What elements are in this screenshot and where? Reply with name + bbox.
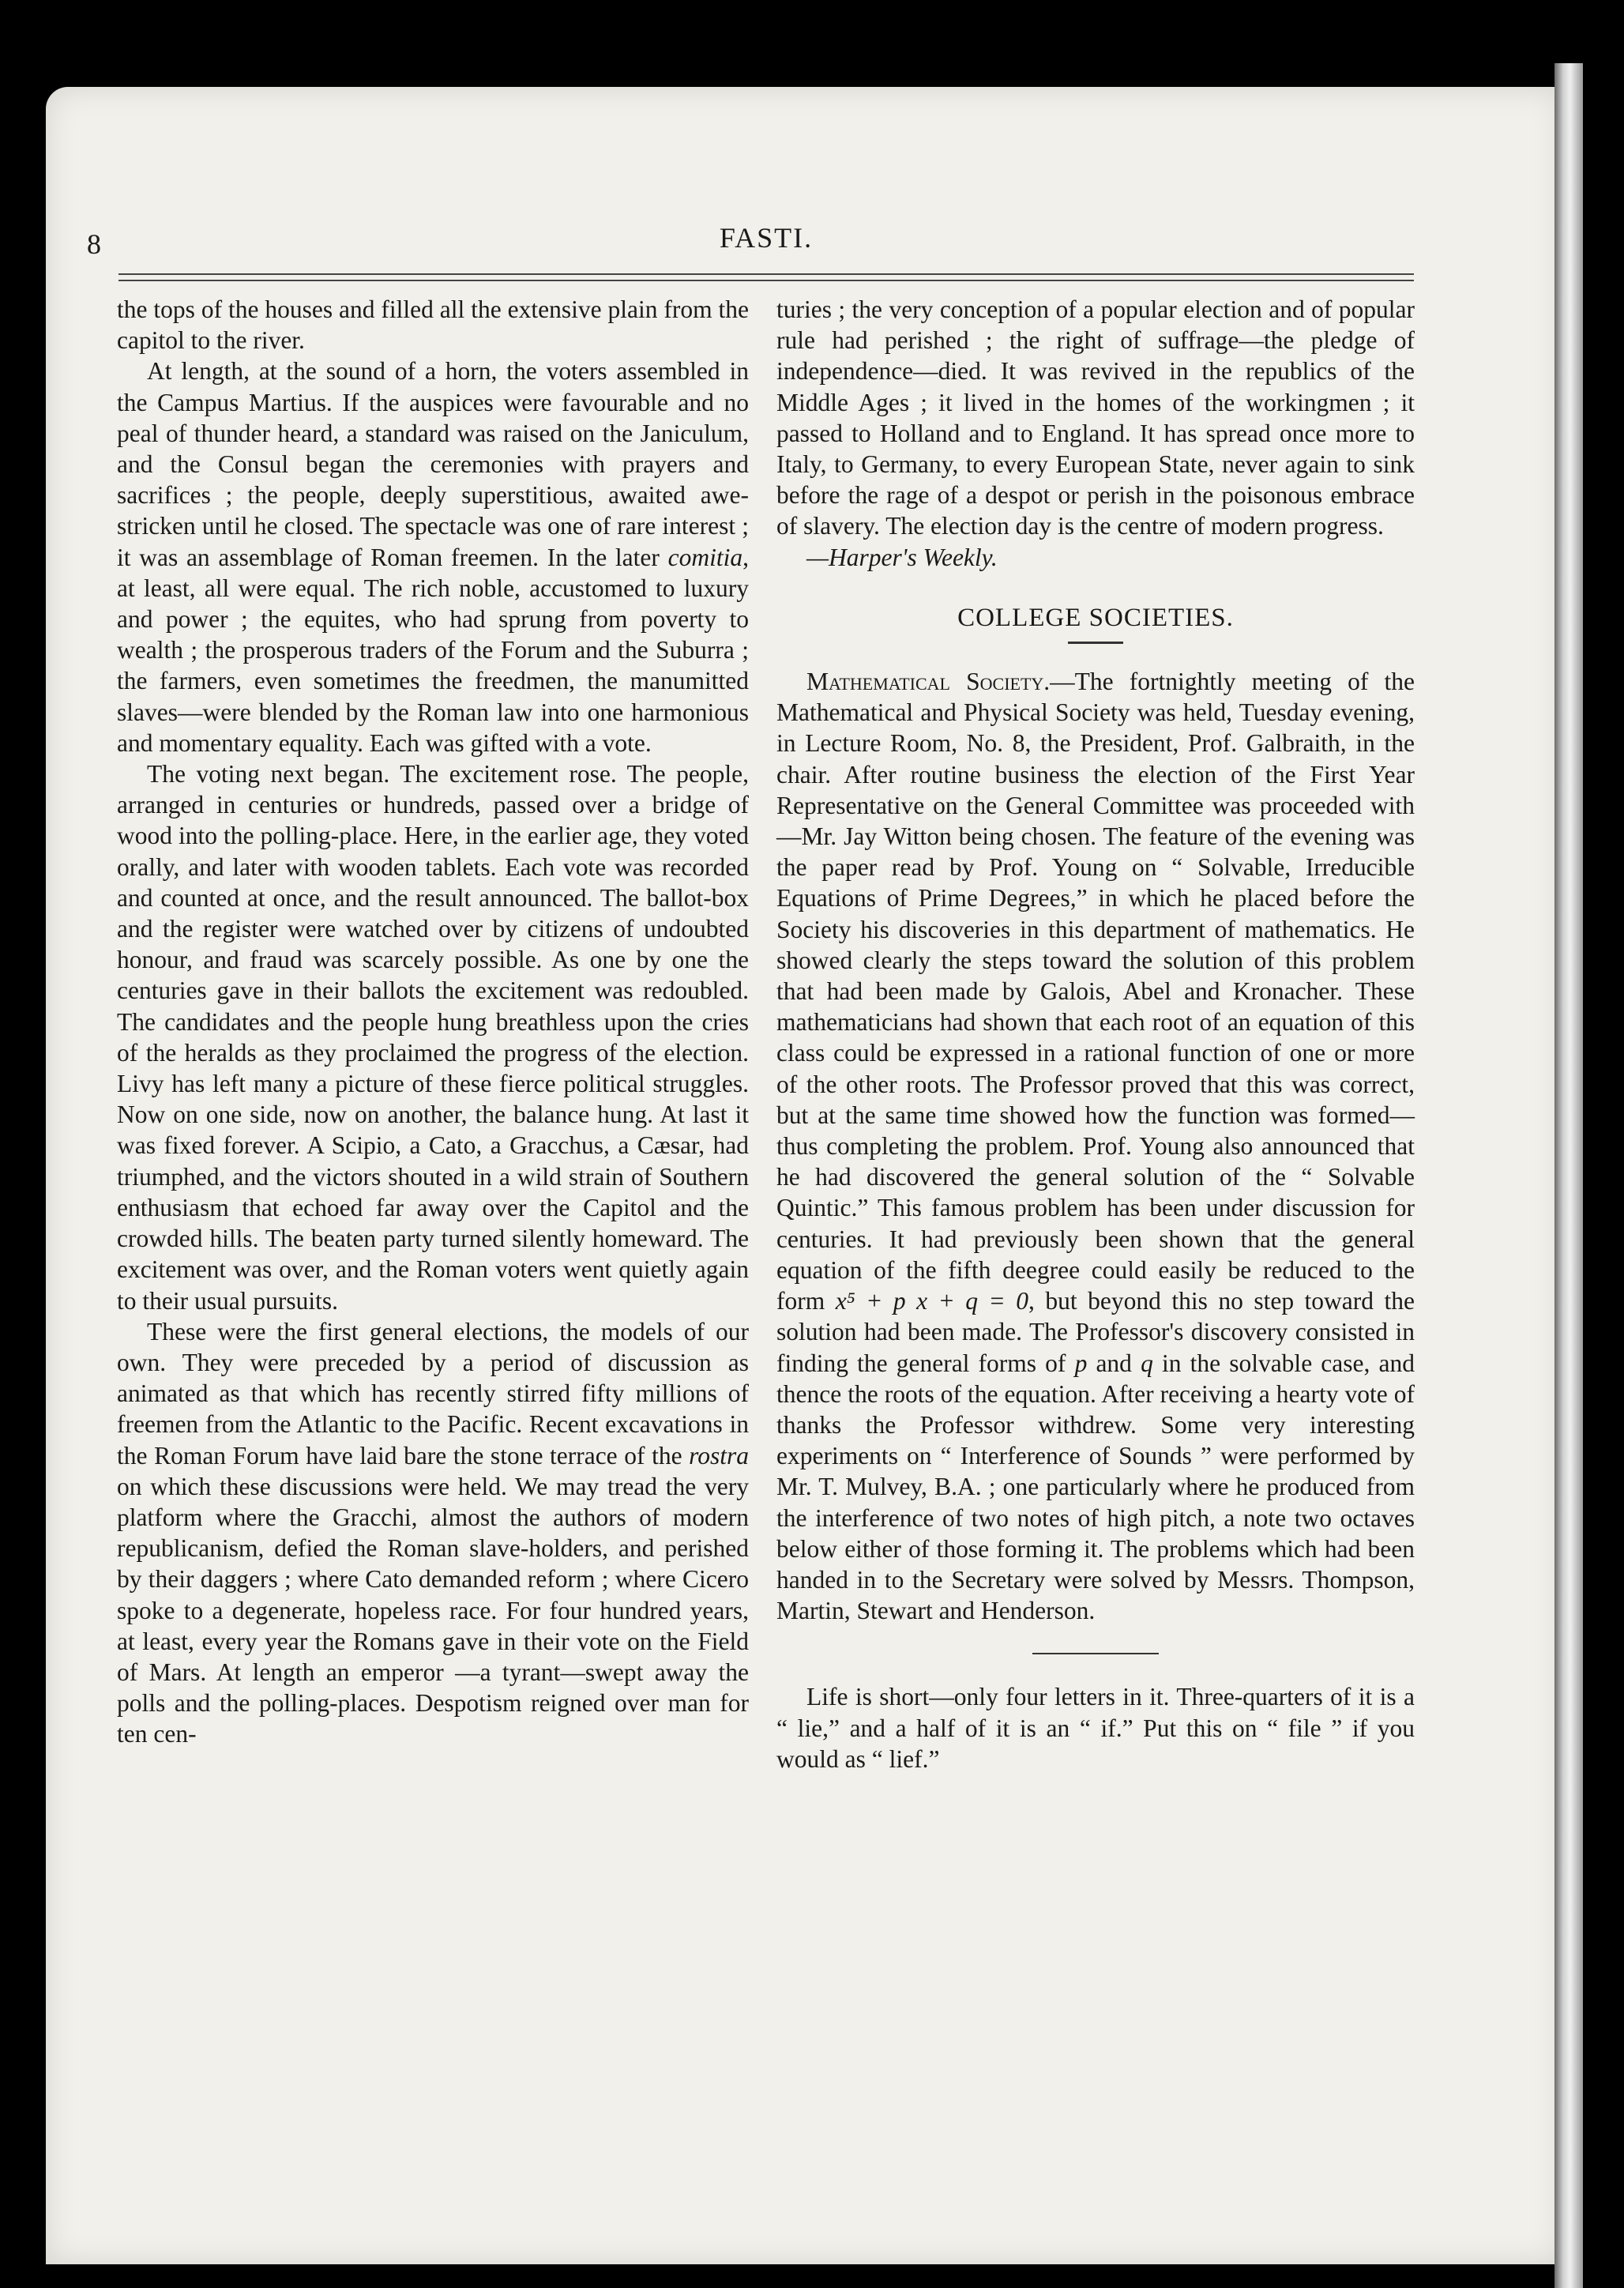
text-run: , but beyond this no step toward the solution had been made. The Professor's discovery consisted in finding the general forms of — [776, 1287, 1415, 1377]
section-rule — [1068, 642, 1123, 644]
text-run: These were the first general elections, the models of our own. They were preceded by a period of discussion as animated as that which has recently stirred fifty millions of freemen from the Atlantic to the Pacific. Recent excavations in the Roman Forum have laid bare the stone terrace of the — [117, 1317, 749, 1470]
text-run: , at least, all were equal. The rich noble, accustomed to luxury and power ; the equites, who had sprung from poverty to wealth ; the prosperous traders of the Forum and the Suburra ; the farmers, even sometimes the freedmen, the manumitted slaves—were blended by the Roman law into one harmonious and momentary equality. Each was gifted with a vote. — [117, 543, 749, 757]
italic-term: rostra — [689, 1441, 749, 1470]
paragraph: the tops of the houses and filled all the extensive plain from the capitol to the river. — [117, 295, 749, 355]
society-name: Mathematical Society. — [806, 668, 1051, 696]
paragraph: The voting next began. The excitement rose. The people, arranged in centuries or hundreds, passed over a bridge of wood into the polling-place. Here, in the earlier age, they voted orally, and later with wooden tablets. Each vote was recorded and counted at once, and the result announced. The ballot-box and the register were watched over by citizens of undoubted honour, and fraud was scarcely possible. As one by one the centuries gave in their ballots the excitement was redoubled. The candidates and the people hung breathless upon the cries of the heralds as they proclaimed the progress of the election. Livy has left many a picture of these fierce political struggles. Now on one side, now on another, the balance hung. At last it was fixed forever. A Scipio, a Cato, a Gracchus, a Cæsar, had triumphed, and the victors shouted in a wild strain of Southern enthusiasm that echoed far away over the Capitol and the crowded hills. The beaten party turned silently homeward. The excitement was over, and the Roman voters went quietly again to their usual pursuits. — [117, 760, 749, 1315]
text-run: At length, at the sound of a horn, the voters assembled in the Campus Martius. If the auspices were favourable and no peal of thunder heard, a standard was raised on the Janiculum, and the Consul began the ceremonies with prayers and sacrifices ; the people, deeply superstitious, awaited awe-stricken until he closed. The spectacle was one of rare interest ; it was an assemblage of Roman freemen. In the later — [117, 357, 749, 571]
section-title: COLLEGE SOCIETIES. — [957, 603, 1234, 632]
header-rule-top — [118, 273, 1414, 275]
divider-rule — [1032, 1653, 1159, 1654]
paragraph: Life is short—only four letters in it. Three-quarters of it is a “ lie,” and a half of it is an “ if.” Put this on “ file ” if you would as “ lief.” — [776, 1683, 1415, 1773]
text-run: —The fortnightly meeting of the Mathematical and Physical Society was held, Tuesday evening, in Lecture Room, No. 8, the President, Prof. Galbraith, in the chair. After routine business the election of the First Year Representative on the General Committee was proceeded with—Mr. Jay Witton being chosen. The feature of the evening was the paper read by Prof. Young on “ Solvable, Irreducible Equations of Prime Degrees,” in which he placed before the Society his discoveries in this department of mathematics. He showed clearly the steps toward the solution of this problem that had been made by Galois, Abel and Kronacher. These mathematicians had shown that each root of an equation of this class could be expressed in a rational function of one or more of the other roots. The Professor proved that this was correct, but at the same time showed how the function was formed—thus completing the problem. Prof. Young also announced that he had discovered the general solution of the “ Solvable Quintic.” This famous problem has been under discussion for centuries. It had previously been shown that the general equation of the fifth deegree could easily be reduced to the form — [776, 668, 1415, 1315]
source-attribution: —Harper's Weekly. — [806, 543, 998, 571]
paragraph: turies ; the very conception of a popular election and of popular rule had perished ; the right of suffrage—the pledge of independence—died. It was revived in the republics of the Middle Ages ; it lived in the homes of the workingmen ; it passed to Holland and to England. It has spread once more to Italy, to Germany, to every European State, never again to sink before the rage of a despot or perish in the poisonous embrace of slavery. The election day is the centre of modern progress. — [776, 295, 1415, 540]
paragraph — [117, 356, 749, 758]
italic-term: comitia — [667, 543, 743, 571]
text-run: on which these discussions were held. We may tread the very platform where the Gracchi, almost the authors of modern republicanism, defied the Roman slave-holders, and perished by their daggers ; where Cato demanded reform ; where Cicero spoke to a degenerate, hopeless race. For four hundred years, at least, every year the Romans gave in their vote on the Field of Mars. At length an emperor —a tyrant—swept away the polls and the polling-places. Despotism reigned over man for ten cen- — [117, 1472, 749, 1748]
paragraph — [776, 666, 1415, 1626]
running-title: FASTI. — [719, 222, 814, 254]
right-column — [776, 294, 1415, 1774]
header-rule-bottom — [118, 280, 1414, 281]
text-run: in the solvable case, and thence the roots of the equation. After receiving a hearty vote of thanks the Professor withdrew. Some very interesting experiments on “ Interference of Sounds ” were performed by Mr. T. Mulvey, B.A. ; one particularly where he produced from the interference of two notes of high pitch, a note two octaves below either of those forming it. The problems which had been handed in to the Secretary were solved by Messrs. Thompson, Martin, Stewart and Henderson. — [776, 1349, 1415, 1625]
paragraph — [117, 1316, 749, 1750]
variable: p — [1074, 1349, 1088, 1377]
left-column — [117, 294, 749, 1750]
binding-edge — [1554, 63, 1583, 2288]
equation: x⁵ + p x + q = 0 — [835, 1287, 1029, 1315]
page-number: 8 — [87, 228, 101, 260]
text-run: and — [1087, 1349, 1141, 1377]
variable: q — [1141, 1349, 1153, 1377]
